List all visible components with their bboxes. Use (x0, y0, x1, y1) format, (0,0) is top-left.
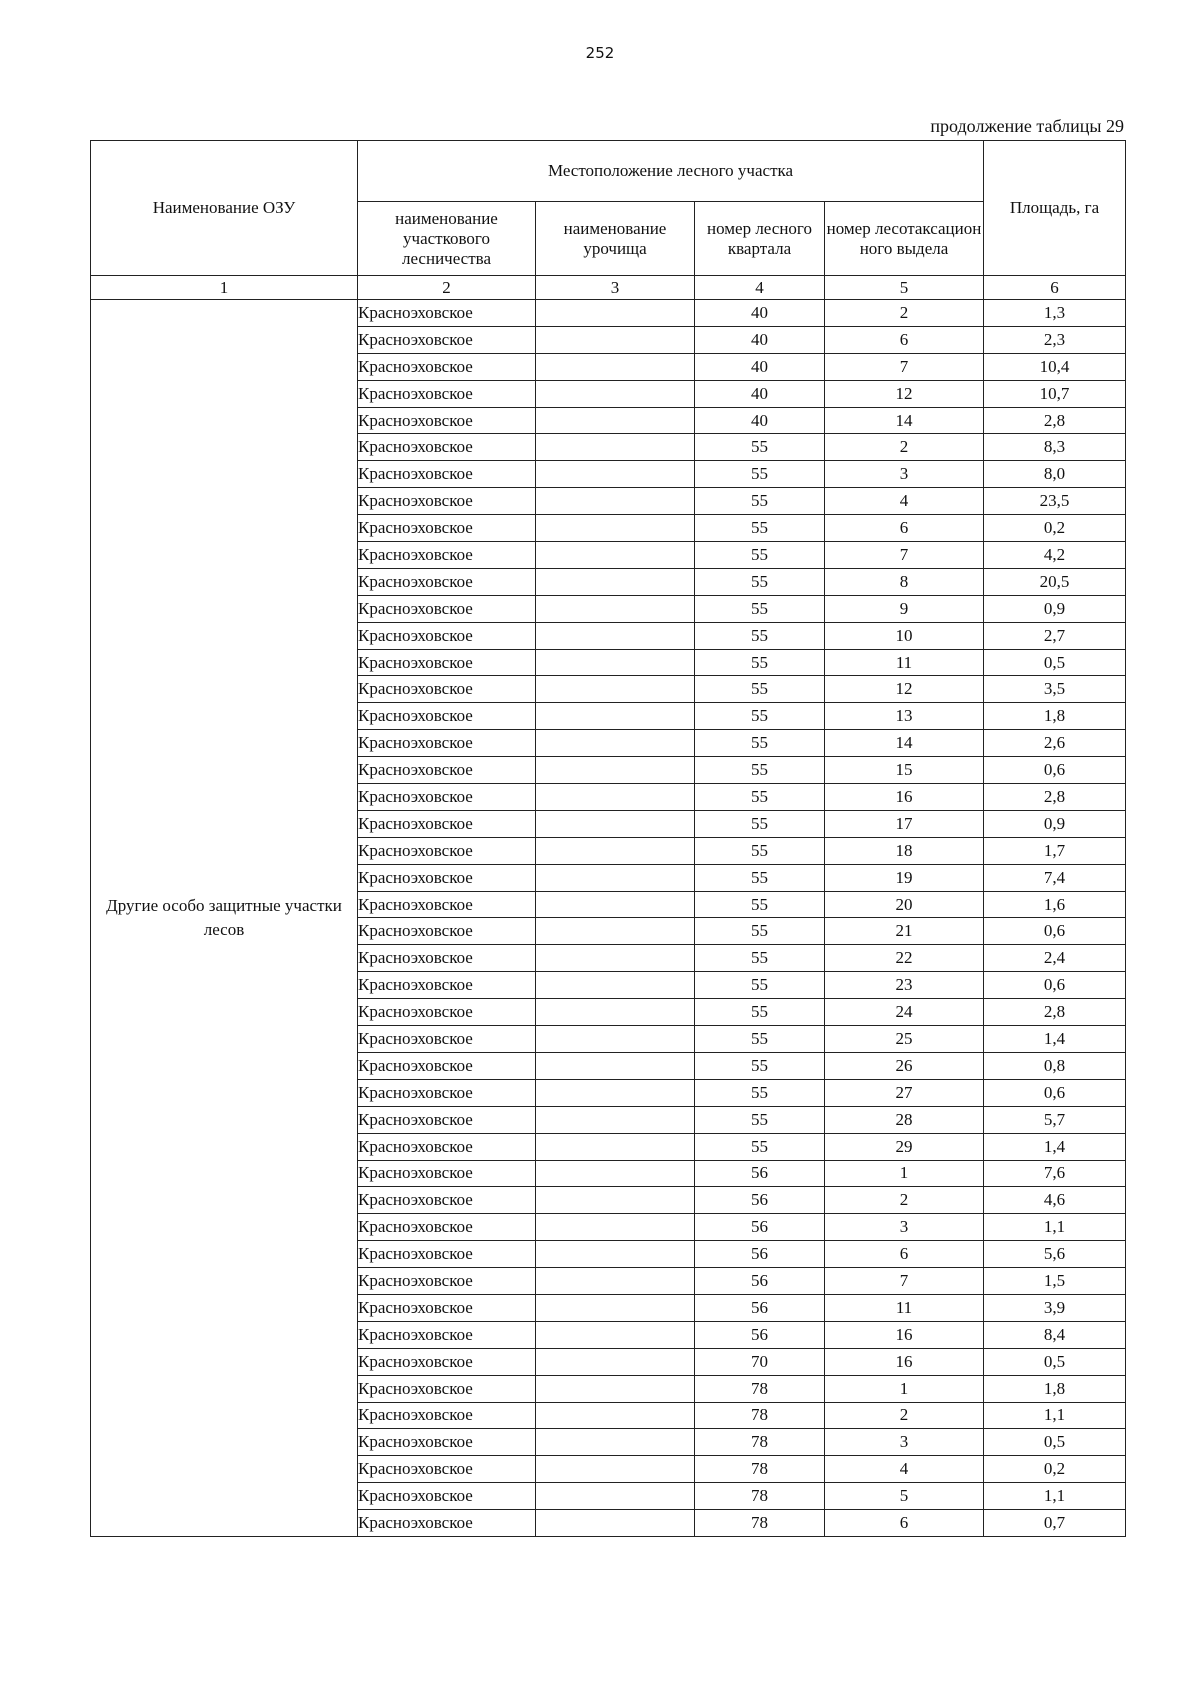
cell-quarter: 78 (695, 1483, 825, 1510)
cell-area: 10,7 (984, 380, 1126, 407)
cell-quarter: 70 (695, 1348, 825, 1375)
cell-tract (536, 515, 695, 542)
cell-tract (536, 784, 695, 811)
column-number: 1 (91, 276, 358, 300)
cell-area: 7,4 (984, 864, 1126, 891)
cell-quarter: 40 (695, 326, 825, 353)
cell-tract (536, 810, 695, 837)
cell-plot: 18 (825, 837, 984, 864)
cell-forestry: Красноэховское (358, 353, 536, 380)
cell-area: 0,6 (984, 757, 1126, 784)
cell-quarter: 55 (695, 568, 825, 595)
cell-area: 20,5 (984, 568, 1126, 595)
cell-forestry: Красноэховское (358, 864, 536, 891)
cell-forestry: Красноэховское (358, 1429, 536, 1456)
cell-tract (536, 1483, 695, 1510)
cell-area: 1,4 (984, 1133, 1126, 1160)
cell-plot: 11 (825, 649, 984, 676)
column-number: 3 (536, 276, 695, 300)
cell-forestry: Красноэховское (358, 1268, 536, 1295)
cell-forestry: Красноэховское (358, 1106, 536, 1133)
cell-tract (536, 757, 695, 784)
cell-quarter: 78 (695, 1402, 825, 1429)
cell-quarter: 55 (695, 945, 825, 972)
cell-plot: 4 (825, 1456, 984, 1483)
cell-forestry: Красноэховское (358, 595, 536, 622)
column-number: 5 (825, 276, 984, 300)
cell-tract (536, 945, 695, 972)
header-ozu-name: Наименование ОЗУ (91, 141, 358, 276)
cell-tract (536, 1214, 695, 1241)
cell-tract (536, 568, 695, 595)
cell-quarter: 56 (695, 1160, 825, 1187)
cell-forestry: Красноэховское (358, 1483, 536, 1510)
cell-area: 0,8 (984, 1052, 1126, 1079)
cell-area: 2,8 (984, 407, 1126, 434)
cell-forestry: Красноэховское (358, 703, 536, 730)
cell-forestry: Красноэховское (358, 730, 536, 757)
cell-tract (536, 730, 695, 757)
cell-area: 8,4 (984, 1321, 1126, 1348)
cell-plot: 2 (825, 1402, 984, 1429)
cell-quarter: 40 (695, 380, 825, 407)
cell-tract (536, 837, 695, 864)
cell-tract (536, 380, 695, 407)
cell-tract (536, 542, 695, 569)
cell-area: 1,1 (984, 1483, 1126, 1510)
cell-tract (536, 1079, 695, 1106)
cell-area: 23,5 (984, 488, 1126, 515)
cell-quarter: 55 (695, 595, 825, 622)
cell-plot: 9 (825, 595, 984, 622)
cell-forestry: Красноэховское (358, 1187, 536, 1214)
cell-tract (536, 1375, 695, 1402)
cell-tract (536, 622, 695, 649)
cell-forestry: Красноэховское (358, 972, 536, 999)
cell-forestry: Красноэховское (358, 1348, 536, 1375)
cell-area: 0,9 (984, 595, 1126, 622)
cell-plot: 19 (825, 864, 984, 891)
cell-quarter: 56 (695, 1214, 825, 1241)
cell-area: 3,9 (984, 1294, 1126, 1321)
cell-quarter: 55 (695, 676, 825, 703)
cell-forestry: Красноэховское (358, 945, 536, 972)
cell-area: 1,6 (984, 891, 1126, 918)
cell-quarter: 78 (695, 1429, 825, 1456)
cell-forestry: Красноэховское (358, 1026, 536, 1053)
cell-quarter: 55 (695, 649, 825, 676)
cell-area: 0,5 (984, 649, 1126, 676)
cell-plot: 14 (825, 730, 984, 757)
cell-forestry: Красноэховское (358, 1052, 536, 1079)
cell-plot: 4 (825, 488, 984, 515)
cell-tract (536, 595, 695, 622)
cell-tract (536, 972, 695, 999)
cell-plot: 6 (825, 326, 984, 353)
cell-quarter: 78 (695, 1510, 825, 1537)
cell-quarter: 55 (695, 703, 825, 730)
cell-forestry: Красноэховское (358, 1510, 536, 1537)
cell-forestry: Красноэховское (358, 461, 536, 488)
column-number: 6 (984, 276, 1126, 300)
cell-forestry: Красноэховское (358, 1294, 536, 1321)
cell-quarter: 55 (695, 837, 825, 864)
cell-plot: 6 (825, 1510, 984, 1537)
cell-quarter: 55 (695, 434, 825, 461)
cell-plot: 3 (825, 1214, 984, 1241)
cell-tract (536, 461, 695, 488)
cell-forestry: Красноэховское (358, 1160, 536, 1187)
cell-area: 1,5 (984, 1268, 1126, 1295)
column-number-row (91, 276, 1126, 300)
cell-tract (536, 1348, 695, 1375)
cell-area: 4,6 (984, 1187, 1126, 1214)
cell-area: 0,2 (984, 1456, 1126, 1483)
cell-forestry: Красноэховское (358, 542, 536, 569)
cell-plot: 23 (825, 972, 984, 999)
cell-plot: 24 (825, 999, 984, 1026)
cell-tract (536, 434, 695, 461)
cell-area: 0,9 (984, 810, 1126, 837)
header-plot-number: номер лесотаксацион ного выдела (825, 202, 984, 276)
cell-area: 1,1 (984, 1402, 1126, 1429)
cell-forestry: Красноэховское (358, 300, 536, 327)
cell-plot: 7 (825, 1268, 984, 1295)
column-number: 2 (358, 276, 536, 300)
cell-tract (536, 891, 695, 918)
cell-quarter: 56 (695, 1241, 825, 1268)
cell-forestry: Красноэховское (358, 1241, 536, 1268)
cell-tract (536, 1268, 695, 1295)
cell-forestry: Красноэховское (358, 1214, 536, 1241)
cell-plot: 6 (825, 515, 984, 542)
cell-area: 0,7 (984, 1510, 1126, 1537)
cell-tract (536, 676, 695, 703)
cell-quarter: 55 (695, 891, 825, 918)
cell-tract (536, 1429, 695, 1456)
cell-area: 0,6 (984, 972, 1126, 999)
cell-tract (536, 1026, 695, 1053)
cell-forestry: Красноэховское (358, 649, 536, 676)
cell-area: 1,7 (984, 837, 1126, 864)
cell-tract (536, 300, 695, 327)
cell-area: 0,6 (984, 918, 1126, 945)
cell-quarter: 40 (695, 300, 825, 327)
cell-plot: 1 (825, 1160, 984, 1187)
cell-tract (536, 1294, 695, 1321)
cell-forestry: Красноэховское (358, 784, 536, 811)
cell-quarter: 55 (695, 1133, 825, 1160)
cell-plot: 16 (825, 1321, 984, 1348)
cell-plot: 13 (825, 703, 984, 730)
cell-forestry: Красноэховское (358, 568, 536, 595)
header-forestry-name: наименование участкового лесничества (358, 202, 536, 276)
cell-area: 1,3 (984, 300, 1126, 327)
cell-plot: 15 (825, 757, 984, 784)
cell-quarter: 55 (695, 784, 825, 811)
cell-quarter: 55 (695, 1079, 825, 1106)
cell-quarter: 40 (695, 407, 825, 434)
table-row (91, 300, 1126, 327)
cell-plot: 21 (825, 918, 984, 945)
cell-plot: 11 (825, 1294, 984, 1321)
cell-quarter: 55 (695, 864, 825, 891)
cell-area: 1,4 (984, 1026, 1126, 1053)
cell-plot: 3 (825, 461, 984, 488)
cell-area: 5,6 (984, 1241, 1126, 1268)
header-quarter-number: номер лесного квартала (695, 202, 825, 276)
cell-tract (536, 1106, 695, 1133)
cell-quarter: 55 (695, 730, 825, 757)
cell-forestry: Красноэховское (358, 1079, 536, 1106)
cell-plot: 12 (825, 676, 984, 703)
column-number: 4 (695, 276, 825, 300)
cell-plot: 20 (825, 891, 984, 918)
cell-quarter: 55 (695, 515, 825, 542)
cell-plot: 16 (825, 1348, 984, 1375)
cell-quarter: 40 (695, 353, 825, 380)
cell-forestry: Красноэховское (358, 757, 536, 784)
cell-forestry: Красноэховское (358, 326, 536, 353)
cell-quarter: 56 (695, 1187, 825, 1214)
cell-tract (536, 1241, 695, 1268)
cell-forestry: Красноэховское (358, 1375, 536, 1402)
cell-tract (536, 488, 695, 515)
cell-tract (536, 1402, 695, 1429)
cell-forestry: Красноэховское (358, 488, 536, 515)
cell-tract (536, 1187, 695, 1214)
cell-area: 0,6 (984, 1079, 1126, 1106)
cell-plot: 28 (825, 1106, 984, 1133)
cell-forestry: Красноэховское (358, 837, 536, 864)
cell-tract (536, 918, 695, 945)
cell-tract (536, 1510, 695, 1537)
cell-area: 1,8 (984, 1375, 1126, 1402)
cell-tract (536, 1321, 695, 1348)
cell-area: 5,7 (984, 1106, 1126, 1133)
cell-quarter: 55 (695, 757, 825, 784)
cell-plot: 2 (825, 434, 984, 461)
cell-plot: 2 (825, 1187, 984, 1214)
cell-plot: 2 (825, 300, 984, 327)
cell-forestry: Красноэховское (358, 622, 536, 649)
cell-plot: 1 (825, 1375, 984, 1402)
cell-plot: 6 (825, 1241, 984, 1268)
cell-plot: 25 (825, 1026, 984, 1053)
cell-plot: 3 (825, 1429, 984, 1456)
cell-quarter: 55 (695, 542, 825, 569)
cell-forestry: Красноэховское (358, 515, 536, 542)
cell-quarter: 56 (695, 1321, 825, 1348)
table-caption: продолжение таблицы 29 (930, 116, 1124, 136)
ozu-table (90, 140, 1126, 1537)
cell-forestry: Красноэховское (358, 434, 536, 461)
header-location: Местоположение лесного участка (358, 141, 984, 202)
cell-area: 1,8 (984, 703, 1126, 730)
cell-plot: 12 (825, 380, 984, 407)
cell-quarter: 55 (695, 1052, 825, 1079)
cell-forestry: Красноэховское (358, 1402, 536, 1429)
cell-plot: 17 (825, 810, 984, 837)
cell-area: 2,4 (984, 945, 1126, 972)
cell-tract (536, 999, 695, 1026)
cell-area: 10,4 (984, 353, 1126, 380)
cell-tract (536, 703, 695, 730)
cell-quarter: 78 (695, 1375, 825, 1402)
table-header (91, 141, 1126, 300)
cell-area: 3,5 (984, 676, 1126, 703)
cell-quarter: 55 (695, 999, 825, 1026)
cell-forestry: Красноэховское (358, 918, 536, 945)
cell-quarter: 55 (695, 488, 825, 515)
cell-area: 2,3 (984, 326, 1126, 353)
cell-plot: 27 (825, 1079, 984, 1106)
cell-plot: 29 (825, 1133, 984, 1160)
cell-plot: 8 (825, 568, 984, 595)
cell-plot: 26 (825, 1052, 984, 1079)
cell-forestry: Красноэховское (358, 1456, 536, 1483)
cell-plot: 16 (825, 784, 984, 811)
cell-quarter: 55 (695, 972, 825, 999)
cell-quarter: 56 (695, 1268, 825, 1295)
cell-tract (536, 1133, 695, 1160)
cell-forestry: Красноэховское (358, 380, 536, 407)
cell-tract (536, 649, 695, 676)
header-tract-name: наименование урочища (536, 202, 695, 276)
cell-forestry: Красноэховское (358, 891, 536, 918)
cell-tract (536, 1456, 695, 1483)
cell-area: 2,8 (984, 784, 1126, 811)
cell-area: 7,6 (984, 1160, 1126, 1187)
cell-area: 8,0 (984, 461, 1126, 488)
cell-plot: 14 (825, 407, 984, 434)
cell-plot: 22 (825, 945, 984, 972)
cell-area: 2,8 (984, 999, 1126, 1026)
cell-plot: 7 (825, 353, 984, 380)
cell-forestry: Красноэховское (358, 1321, 536, 1348)
cell-plot: 5 (825, 1483, 984, 1510)
cell-quarter: 55 (695, 918, 825, 945)
cell-quarter: 55 (695, 810, 825, 837)
cell-area: 2,7 (984, 622, 1126, 649)
cell-tract (536, 407, 695, 434)
cell-area: 0,5 (984, 1429, 1126, 1456)
cell-area: 2,6 (984, 730, 1126, 757)
cell-tract (536, 326, 695, 353)
cell-quarter: 78 (695, 1456, 825, 1483)
cell-tract (536, 1160, 695, 1187)
cell-forestry: Красноэховское (358, 810, 536, 837)
cell-forestry: Красноэховское (358, 1133, 536, 1160)
cell-tract (536, 1052, 695, 1079)
cell-plot: 10 (825, 622, 984, 649)
page-number: 252 (585, 44, 615, 62)
cell-area: 1,1 (984, 1214, 1126, 1241)
cell-forestry: Красноэховское (358, 999, 536, 1026)
table-body (91, 300, 1126, 1537)
cell-plot: 7 (825, 542, 984, 569)
ozu-category-cell: Другие особо защитные участки лесов (91, 300, 358, 1537)
cell-area: 0,2 (984, 515, 1126, 542)
cell-quarter: 56 (695, 1294, 825, 1321)
cell-forestry: Красноэховское (358, 407, 536, 434)
cell-quarter: 55 (695, 1106, 825, 1133)
cell-forestry: Красноэховское (358, 676, 536, 703)
cell-tract (536, 353, 695, 380)
cell-area: 0,5 (984, 1348, 1126, 1375)
cell-tract (536, 864, 695, 891)
cell-quarter: 55 (695, 622, 825, 649)
cell-quarter: 55 (695, 461, 825, 488)
cell-quarter: 55 (695, 1026, 825, 1053)
cell-area: 8,3 (984, 434, 1126, 461)
header-area: Площадь, га (984, 141, 1126, 276)
cell-area: 4,2 (984, 542, 1126, 569)
